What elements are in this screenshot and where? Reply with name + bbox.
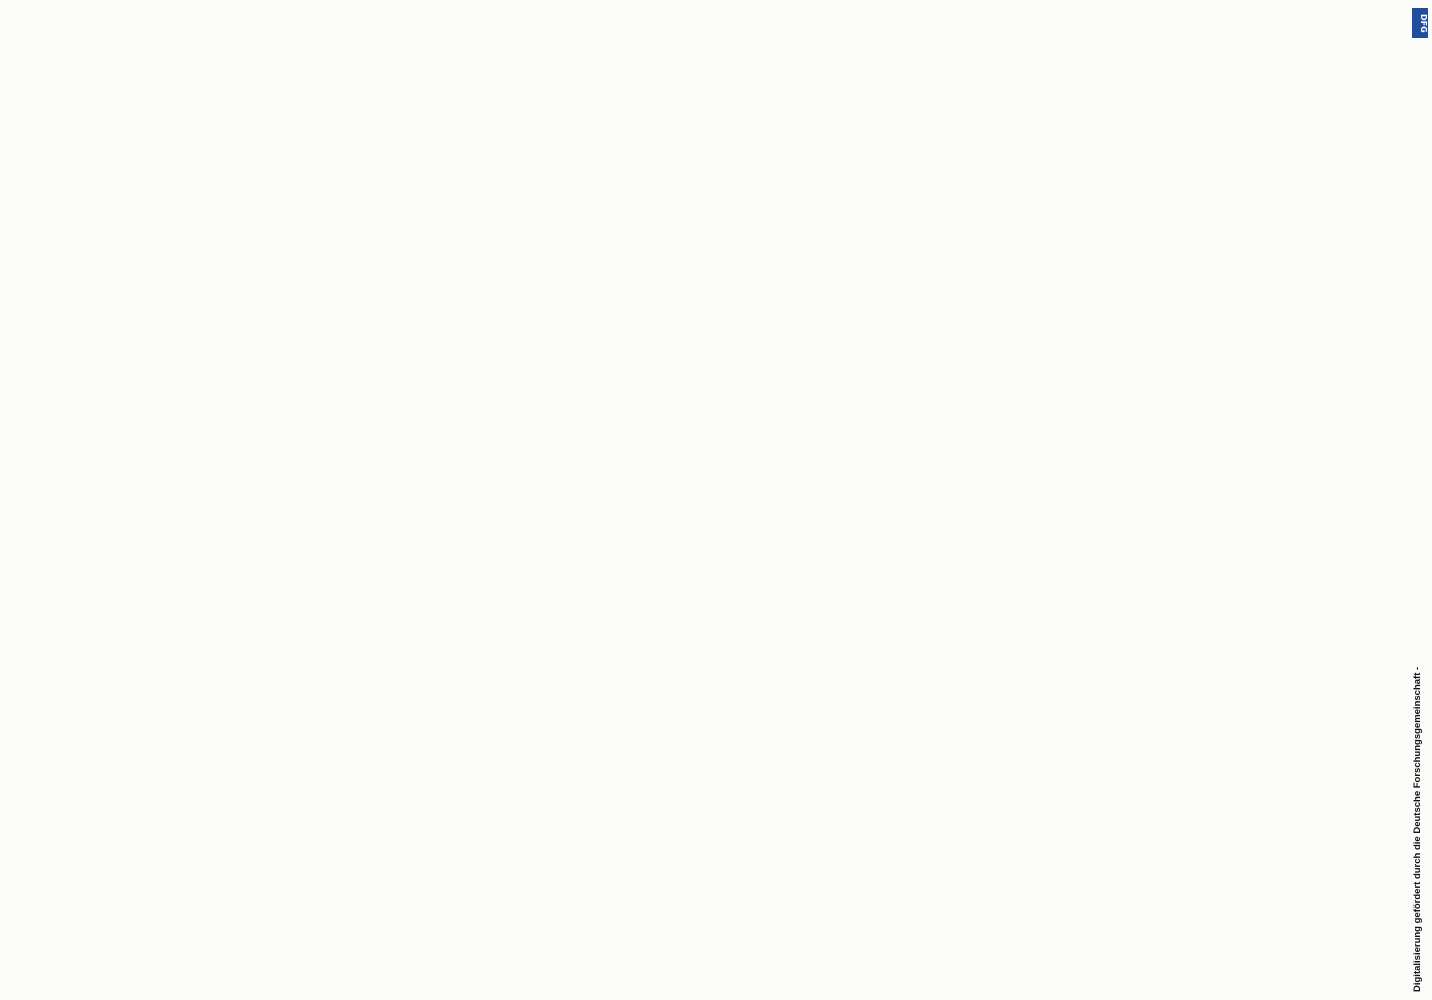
digitization-credit: Digitalisierung gefördert durch die Deutsche Forschungsgemeinschaft - — [1412, 666, 1423, 992]
dfg-badge: DFG — [1412, 8, 1428, 38]
